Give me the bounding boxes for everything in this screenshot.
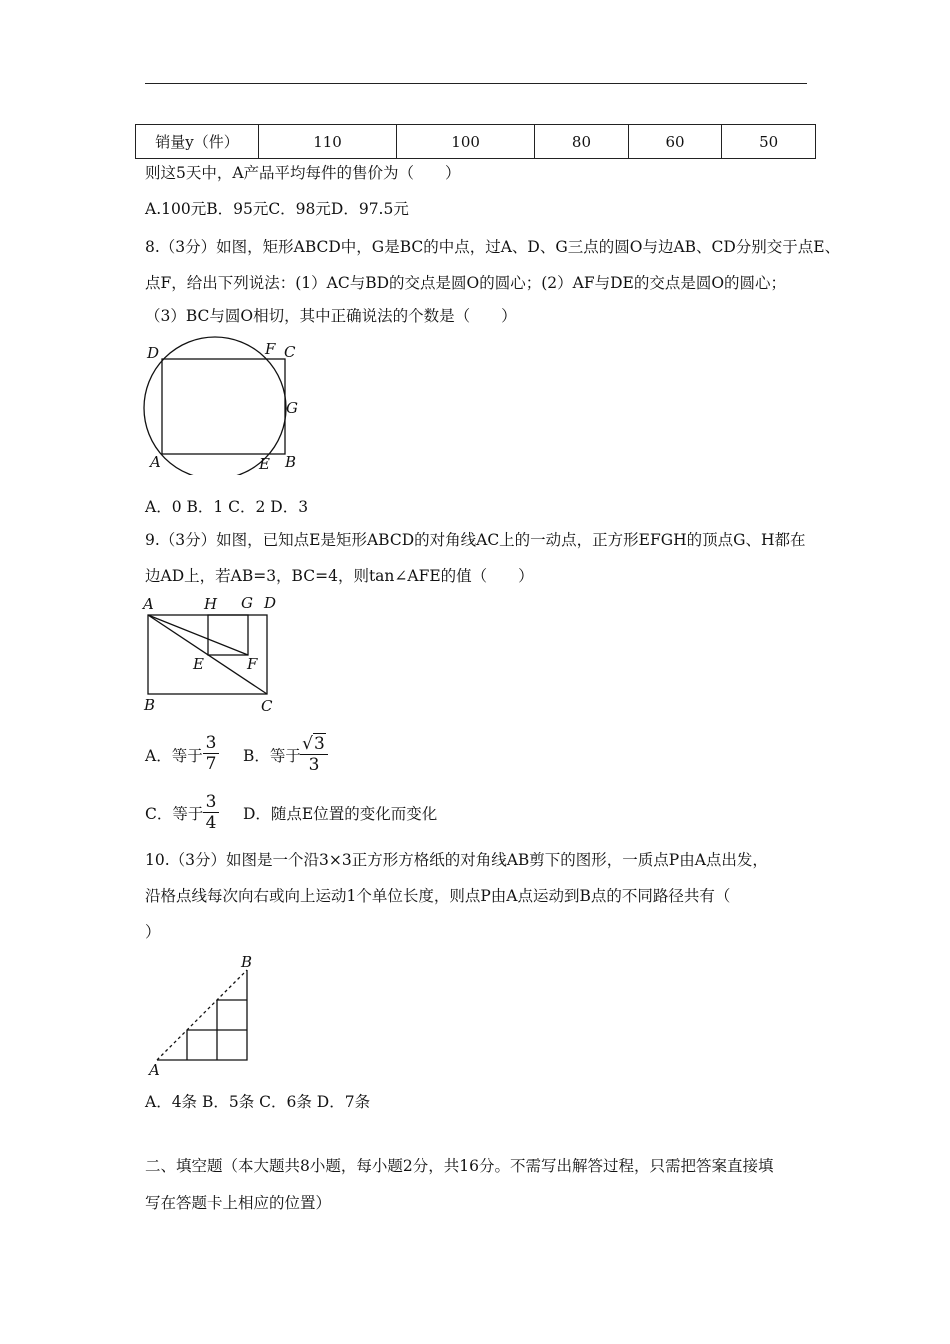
label-a: A: [149, 1061, 160, 1078]
fraction-numerator: 3: [205, 792, 217, 812]
q9-diagram: [140, 594, 285, 716]
label-c: C: [261, 697, 273, 715]
label-d: D: [264, 594, 277, 612]
section2-heading-line2: 写在答题卡上相应的位置）: [145, 1194, 332, 1212]
q10-line2: 沿格点线每次向右或向上运动1个单位长度，则点P由A点运动到B点的不同路径共有（: [145, 887, 731, 905]
fraction-numerator: 3: [205, 733, 217, 753]
table-cell: 80: [535, 125, 629, 159]
q8-line1: 8.（3分）如图，矩形ABCD中，G是BC的中点，过A、D、G三点的圆O与边AB、CD分别交于点E、: [145, 238, 841, 256]
label-b: B: [144, 696, 156, 714]
label-a: A: [143, 595, 154, 613]
q8-diagram: [135, 335, 310, 475]
square-efgh: [208, 615, 248, 655]
q9-option-b-label: B．等于: [243, 747, 301, 765]
table-cell: 50: [722, 125, 816, 159]
table-cell: 60: [628, 125, 722, 159]
label-g: G: [241, 594, 253, 612]
fraction-numerator: 3: [314, 734, 325, 754]
q9-line1: 9.（3分）如图，已知点E是矩形ABCD的对角线AC上的一动点，正方形EFGH的顶点G、H都在: [145, 531, 806, 549]
q7-options: A.100元B．95元C．98元D．97.5元: [145, 200, 409, 218]
fraction-denominator: 3: [308, 755, 320, 775]
q10-line1: 10.（3分）如图是一个沿3×3正方形方格纸的对角线AB剪下的图形，一质点P由A点出发，: [145, 851, 768, 869]
q10-options: A．4条 B．5条 C．6条 D．7条: [145, 1093, 371, 1111]
label-f: F: [265, 340, 276, 358]
label-c: C: [284, 343, 296, 361]
segment-af: [148, 615, 248, 655]
fraction-denominator: 4: [205, 813, 217, 833]
sqrt-expression: [302, 733, 326, 754]
q9-option-c-label: C．等于: [145, 805, 204, 823]
rectangle-abcd: [162, 359, 285, 454]
label-f: F: [247, 655, 258, 673]
q9-option-c-fraction: [203, 792, 219, 833]
header-rule: [145, 83, 807, 84]
q9-option-d: D．随点E位置的变化而变化: [243, 805, 438, 823]
table-row: [136, 125, 816, 159]
table-cell: 110: [259, 125, 397, 159]
q8-options: A．0 B．1 C．2 D．3: [145, 498, 309, 516]
sqrt-sign: √: [302, 734, 313, 754]
label-e: E: [193, 655, 204, 673]
table-header-cell: 销量y（件）: [136, 125, 259, 159]
q9-option-b-fraction: [300, 733, 328, 775]
fraction-denominator: 7: [205, 754, 217, 774]
label-a: A: [150, 453, 161, 471]
label-d: D: [147, 344, 160, 362]
q9-line2: 边AD上，若AB=3，BC=4，则tan∠AFE的值（ ）: [145, 567, 534, 585]
q8-line2: 点F，给出下列说法：(1）AC与BD的交点是圆O的圆心；(2）AF与DE的交点是圆O的圆心；: [145, 274, 787, 292]
section2-heading-line1: 二、填空题（本大题共8小题，每小题2分，共16分。不需写出解答过程，只需把答案直接填: [145, 1157, 774, 1175]
label-b: B: [241, 953, 253, 971]
q9-option-a-label: A．等于: [145, 747, 203, 765]
q10-line3: ）: [145, 923, 161, 941]
sales-table: [135, 124, 816, 159]
table-cell: 100: [397, 125, 535, 159]
diagonal-ab: [157, 970, 247, 1060]
label-e: E: [259, 455, 270, 473]
q9-option-a-fraction: [203, 733, 219, 774]
label-h: H: [204, 595, 218, 613]
label-b: B: [285, 453, 297, 471]
label-g: G: [286, 399, 298, 417]
q10-diagram: [140, 953, 265, 1078]
q7-stem: 则这5天中，A产品平均每件的售价为（ ）: [145, 164, 461, 182]
q8-line3: （3）BC与圆O相切，其中正确说法的个数是（ ）: [145, 307, 517, 325]
